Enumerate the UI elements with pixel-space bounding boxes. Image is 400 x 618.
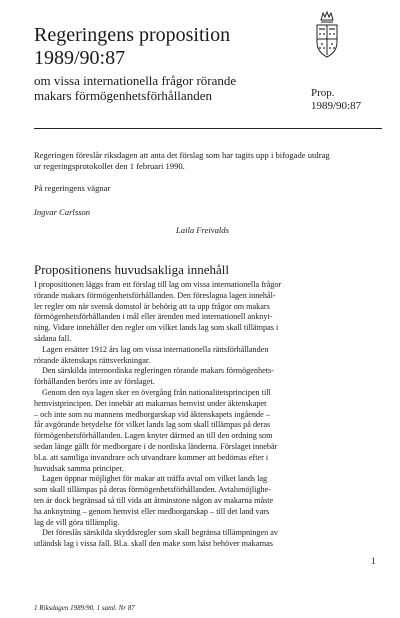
on-behalf-line: På regeringens vägnar xyxy=(34,183,111,193)
header-divider xyxy=(34,128,382,129)
signatory-freivalds: Laila Freivalds xyxy=(176,225,229,235)
paragraph: Lagen öppnar möjlighet för makar att träffa avtal om vilket lands lag som skall tillämpas på deras förmögenhetsförhållanden. Avtalsmöjlighe- ten är dock begränsad så till vida att åtminstone någon av makarna måste ha anknytning – genom hemvist eller medborgarskap – till det land vars lag de vill göra tillämplig. xyxy=(34,474,274,527)
paragraph: Lagen ersätter 1912 års lag om vissa internationella rättsförhållanden rörande äktenskaps rättsverkningar. xyxy=(34,344,269,365)
paragraph: I propositionen läggs fram ett förslag till lag om vissa internationella frågor rörande makars förmögenhetsförhållanden. Den föreslagna lagen innehål- ler regler om när svensk domstol är behörig att ta upp frågor om makars förmögenhetsförhållanden i mål eller ärenden med internationell anknyt- ning. Vidare innehåller den regler om vilket lands lag som skall tillämpas i sådana fall. xyxy=(34,280,282,343)
intro-text: Regeringen föreslår riksdagen att anta det förslag som har tagits upp i bifogade utdrag ur regeringsprotokollet den 1 februari 1990. xyxy=(34,150,330,171)
signatory-carlsson: Ingvar Carlsson xyxy=(34,207,91,217)
paragraph: Genom den nya lagen sker en övergång från nationalitetsprincipen till hemvistprincipen. Det innebär att makarnas hemvist under äktenskapet – och inte som nu mannens medborgarskap vid äktenskapets ingående – får avgörande betydelse för vilket lands lag som skall tillämpas på deras förmögenhetsförhållanden. Lagen knyter därmed an till den ordning som sedan länge gällt för medborgare i de nordiska länderna. Förslaget innebär bl.a. att samtliga invandrare och utvandrare kommer att bedömas efter i huvudsak samma principer. xyxy=(34,387,278,473)
proposition-reference: Prop. 1989/90:87 xyxy=(311,87,362,112)
coat-of-arms-icon xyxy=(310,10,344,62)
summary-body xyxy=(34,280,336,550)
document-subtitle: om vissa internationella frågor rörande makars förmögenhetsförhållanden xyxy=(34,73,237,103)
footnote: 1 Riksdagen 1989/90. 1 saml. Nr 87 xyxy=(34,604,135,612)
paragraph: Det föreslås särskilda skyddsregler som skall begränsa tillämpningen av utländsk lag i vissa fall. Bl.a. skall den make som bäst behöver makarnas xyxy=(34,528,279,549)
page-number: 1 xyxy=(371,556,376,566)
paragraph: Den särskilda internordiska regleringen rörande makars förmögenhets- förhållanden berörs inte av förslaget. xyxy=(34,366,274,387)
section-heading: Propositionens huvudsakliga innehåll xyxy=(34,262,229,277)
document-title: Regeringens proposition 1989/90:87 xyxy=(34,24,231,69)
